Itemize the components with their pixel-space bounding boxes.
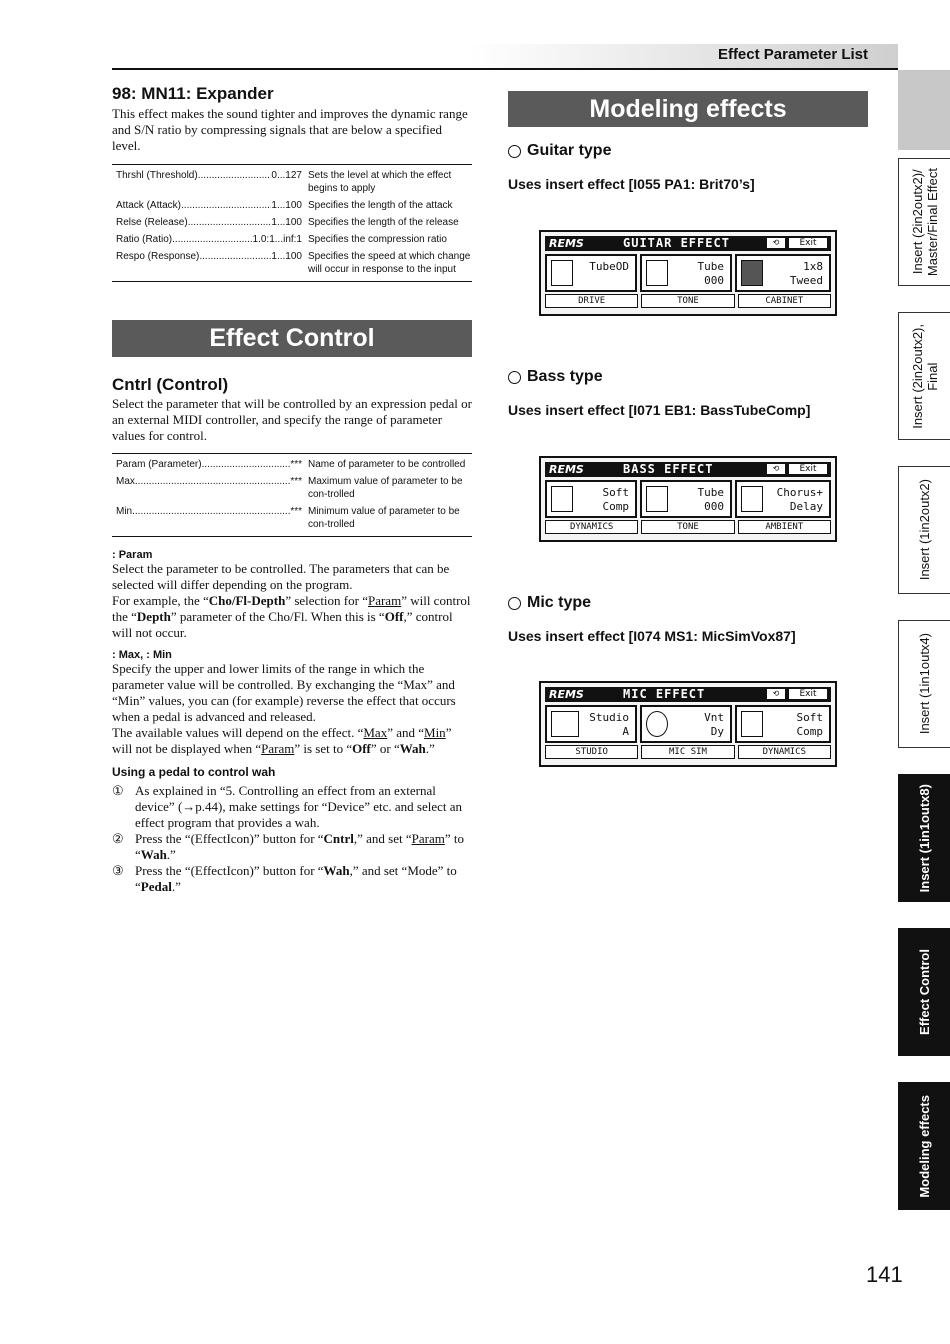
bass-type-heading: Bass type [508, 368, 603, 386]
pedal-icon [551, 260, 573, 286]
control-body: Select the parameter that will be controlled by an expression pedal or an external MIDI controller, and specify the range of parameter values for control. [112, 396, 472, 443]
tube-icon [646, 486, 668, 512]
guitar-effect-screen [539, 230, 837, 316]
mic-sim-cell[interactable]: Vnt Dy [640, 705, 732, 743]
tab-dynamics[interactable]: DYNAMICS [738, 745, 831, 759]
param-subheading: : Param [112, 549, 153, 561]
control-param-table [112, 453, 472, 537]
tube-icon [646, 260, 668, 286]
exit-button[interactable]: Exit [789, 464, 827, 474]
screen-title-bar [545, 462, 831, 477]
guitar-type-heading: Guitar type [508, 142, 611, 160]
dynamics-cell[interactable]: Soft Comp [545, 480, 637, 518]
param-paragraph-1: Select the parameter to be controlled. The parameters that can be selected will differ depending on the program. [112, 561, 450, 592]
corner-block [898, 70, 950, 150]
table-row: Attack (Attack) ..... 1...100 Specifies the length of the attack [112, 197, 472, 214]
modeling-effects-bar: Modeling effects [508, 91, 868, 127]
mic-icon [646, 711, 668, 737]
tab-drive[interactable]: DRIVE [545, 294, 638, 308]
expander-param-table [112, 164, 472, 282]
cabinet-cell[interactable]: 1x8 Tweed [735, 254, 831, 292]
wah-subheading: Using a pedal to control wah [112, 765, 276, 779]
pedal-icon [551, 486, 573, 512]
header-title: Effect Parameter List [717, 46, 868, 63]
circle-icon [508, 371, 521, 384]
tone-cell[interactable]: Tube 000 [640, 480, 732, 518]
screen-tabs [545, 520, 831, 534]
tone-cell[interactable]: Tube 000 [640, 254, 732, 292]
screen-title: MIC EFFECT [623, 687, 706, 701]
tab-tone[interactable]: TONE [641, 294, 734, 308]
maxmin-subheading: : Max, : Min [112, 649, 172, 661]
table-row: Param (Parameter) ..... *** Name of parameter to be controlled [112, 456, 472, 473]
loop-icon[interactable]: ⟲ [767, 689, 785, 699]
wah-steps [112, 783, 472, 895]
table-row: Max ..... *** Maximum value of parameter to be con-trolled [112, 473, 472, 503]
maxmin-paragraph-1: Specify the upper and lower limits of the range in which the parameter value will be controlled. By exchanging the “Max” and “Min” values, you can (for example) reverse the effect that occurs when a pedal is advanced and released. [112, 661, 456, 724]
page-number: 141 [866, 1262, 903, 1287]
rems-logo: REMS [549, 237, 584, 250]
mic-type-heading: Mic type [508, 594, 591, 612]
side-tab-1in1outx8[interactable]: Insert (1in1outx8) [898, 774, 950, 902]
guitar-uses: Uses insert effect [I055 PA1: Brit70’s] [508, 176, 755, 192]
circle-icon [508, 597, 521, 610]
list-item: ③ Press the “(EffectIcon)” button for “Wah,” and set “Mode” to “Pedal.” [112, 863, 457, 894]
exit-button[interactable]: Exit [789, 689, 827, 699]
maxmin-paragraph-2: The available values will depend on the effect. “Max” and “Min” will not be displayed when “Param” is set to “Off” or “Wah.” [112, 725, 452, 756]
screen-tabs [545, 745, 831, 759]
side-tab-effect-control[interactable]: Effect Control [898, 928, 950, 1056]
side-tab-master-final[interactable]: Insert (2in2outx2)/ Master/Final Effect [898, 158, 950, 286]
studio-icon [551, 711, 579, 737]
left-column [112, 84, 472, 895]
tab-cabinet[interactable]: CABINET [738, 294, 831, 308]
table-row: Min ..... *** Minimum value of parameter to be con-trolled [112, 503, 472, 533]
table-row: Relse (Release) ..... 1...100 Specifies the length of the release [112, 214, 472, 231]
pedal-icon [741, 486, 763, 512]
tab-studio[interactable]: STUDIO [545, 745, 638, 759]
tab-mic-sim[interactable]: MIC SIM [641, 745, 734, 759]
table-row: Ratio (Ratio) ..... 1.0:1...inf:1 Specifies the compression ratio [112, 231, 472, 248]
list-item: ② Press the “(EffectIcon)” button for “Cntrl,” and set “Param” to “Wah.” [112, 831, 465, 862]
tab-tone[interactable]: TONE [641, 520, 734, 534]
circle-icon [508, 145, 521, 158]
exit-button[interactable]: Exit [789, 238, 827, 248]
table-row: Respo (Response) ..... 1...100 Specifies the speed at which change will occur in response to the input [112, 248, 472, 278]
pedal-icon [741, 711, 763, 737]
screen-tabs [545, 294, 831, 308]
side-tab-2in2out-final[interactable]: Insert (2in2outx2), Final [898, 312, 950, 440]
list-item: ① As explained in “5. Controlling an effect from an external device” (→p.44), make settings for “Device” etc. and select an effect program that provides a wah. [112, 783, 463, 830]
screen-title: BASS EFFECT [623, 462, 714, 476]
screen-title: GUITAR EFFECT [623, 236, 730, 250]
tab-dynamics[interactable]: DYNAMICS [545, 520, 638, 534]
effect-control-bar: Effect Control [112, 320, 472, 357]
loop-icon[interactable]: ⟲ [767, 464, 785, 474]
bass-uses: Uses insert effect [I071 EB1: BassTubeComp] [508, 402, 811, 418]
ambient-cell[interactable]: Chorus+ Delay [735, 480, 831, 518]
tab-ambient[interactable]: AMBIENT [738, 520, 831, 534]
mic-uses: Uses insert effect [I074 MS1: MicSimVox87] [508, 628, 796, 644]
screen-title-bar [545, 236, 831, 251]
side-tab-modeling-effects[interactable]: Modeling effects [898, 1082, 950, 1210]
control-heading: Cntrl (Control) [112, 375, 229, 394]
screen-title-bar [545, 687, 831, 702]
mic-effect-screen [539, 681, 837, 767]
expander-body: This effect makes the sound tighter and improves the dynamic range and S/N ratio by compressing signals that are below a specified level. [112, 106, 468, 153]
param-paragraph-2: For example, the “Cho/Fl-Depth” selection for “Param” will control the “Depth” parameter of the Cho/Fl. When this is “Off,” control will not occur. [112, 593, 471, 640]
loop-icon[interactable]: ⟲ [767, 238, 785, 248]
side-tab-1in2out[interactable]: Insert (1in2outx2) [898, 466, 950, 594]
bass-effect-screen [539, 456, 837, 542]
rems-logo: REMS [549, 688, 584, 701]
amp-icon [741, 260, 763, 286]
expander-heading: 98: MN11: Expander [112, 84, 274, 103]
dynamics-cell[interactable]: Soft Comp [735, 705, 831, 743]
studio-cell[interactable]: Studio A [545, 705, 637, 743]
header-rule [112, 68, 898, 70]
drive-cell[interactable]: TubeOD [545, 254, 637, 292]
rems-logo: REMS [549, 463, 584, 476]
side-tab-1in1outx4[interactable]: Insert (1in1outx4) [898, 620, 950, 748]
table-row: Thrshl (Threshold) ..... 0...127 Sets the level at which the effect begins to apply [112, 167, 472, 197]
right-column [508, 91, 868, 127]
